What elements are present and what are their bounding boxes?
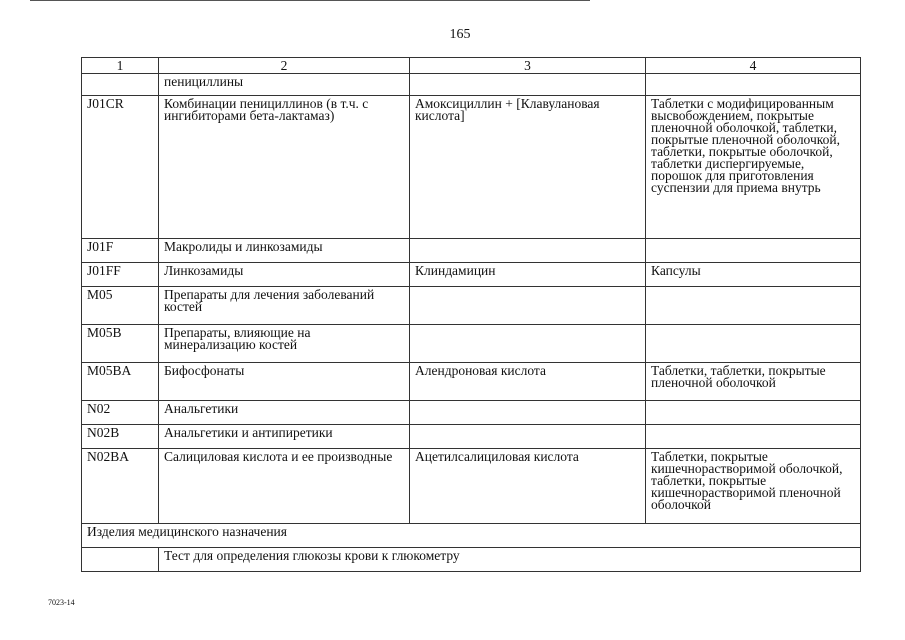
form-cell bbox=[646, 401, 861, 425]
table-row bbox=[82, 96, 861, 239]
code-cell bbox=[82, 74, 159, 96]
code-cell: N02 bbox=[82, 401, 159, 425]
substance-cell bbox=[410, 74, 646, 96]
page-number: 165 bbox=[449, 27, 471, 42]
name-cell: Анальгетики bbox=[159, 401, 410, 425]
substance-cell: Амоксициллин + [Клавулановая кислота] bbox=[410, 96, 646, 239]
name-cell: Анальгетики и антипиретики bbox=[159, 425, 410, 449]
substance-cell bbox=[410, 401, 646, 425]
table-row bbox=[82, 363, 861, 401]
form-cell: Таблетки с модифицированным высвобождением, покрытые пленочной оболочкой, таблетки, покрытые пленочной оболочкой, таблетки, покрытые оболочкой, таблетки диспергируемые, порошок для приготовления суспензии для приема внутрь bbox=[646, 96, 861, 239]
table-row bbox=[82, 425, 861, 449]
table-row bbox=[82, 325, 861, 363]
code-cell: J01CR bbox=[82, 96, 159, 239]
name-cell: Линкозамиды bbox=[159, 263, 410, 287]
table-row bbox=[82, 263, 861, 287]
name-cell: пенициллины bbox=[159, 74, 410, 96]
code-cell: M05BA bbox=[82, 363, 159, 401]
name-cell: Комбинации пенициллинов (в т.ч. с ингибиторами бета-лактамаз) bbox=[159, 96, 410, 239]
substance-cell bbox=[410, 239, 646, 263]
substance-cell: Клиндамицин bbox=[410, 263, 646, 287]
header-cell: 1 bbox=[82, 58, 159, 74]
header-cell: 2 bbox=[159, 58, 410, 74]
top-rule bbox=[30, 0, 590, 1]
form-cell bbox=[646, 287, 861, 325]
substance-cell bbox=[410, 325, 646, 363]
header-cell: 4 bbox=[646, 58, 861, 74]
code-cell bbox=[82, 548, 159, 572]
section-title: Изделия медицинского назначения bbox=[82, 524, 861, 548]
header-row bbox=[82, 58, 861, 74]
drug-table bbox=[81, 57, 861, 572]
code-cell: N02B bbox=[82, 425, 159, 449]
name-cell: Бифосфонаты bbox=[159, 363, 410, 401]
form-cell: Таблетки, таблетки, покрытые пленочной оболочкой bbox=[646, 363, 861, 401]
table-row bbox=[82, 548, 861, 572]
table-row bbox=[82, 449, 861, 524]
substance-cell: Алендроновая кислота bbox=[410, 363, 646, 401]
name-cell: Препараты, влияющие на минерализацию костей bbox=[159, 325, 410, 363]
form-cell bbox=[646, 239, 861, 263]
name-cell: Препараты для лечения заболеваний костей bbox=[159, 287, 410, 325]
form-cell bbox=[646, 74, 861, 96]
substance-cell: Ацетилсалициловая кислота bbox=[410, 449, 646, 524]
table-row bbox=[82, 74, 861, 96]
table-row bbox=[82, 239, 861, 263]
table-row bbox=[82, 287, 861, 325]
code-cell: M05B bbox=[82, 325, 159, 363]
code-cell: M05 bbox=[82, 287, 159, 325]
name-cell: Салициловая кислота и ее производные bbox=[159, 449, 410, 524]
table-row bbox=[82, 401, 861, 425]
code-cell: N02BA bbox=[82, 449, 159, 524]
header-cell: 3 bbox=[410, 58, 646, 74]
name-cell: Макролиды и линкозамиды bbox=[159, 239, 410, 263]
form-cell bbox=[646, 425, 861, 449]
substance-cell bbox=[410, 287, 646, 325]
form-cell bbox=[646, 325, 861, 363]
form-cell: Капсулы bbox=[646, 263, 861, 287]
footer-code: 7023-14 bbox=[48, 598, 75, 607]
form-cell: Таблетки, покрытые кишечнорастворимой оболочкой, таблетки, покрытые кишечнорастворимой пленочной оболочкой bbox=[646, 449, 861, 524]
substance-cell bbox=[410, 425, 646, 449]
code-cell: J01FF bbox=[82, 263, 159, 287]
section-row bbox=[82, 524, 861, 548]
code-cell: J01F bbox=[82, 239, 159, 263]
name-cell: Тест для определения глюкозы крови к глюкометру bbox=[159, 548, 861, 572]
